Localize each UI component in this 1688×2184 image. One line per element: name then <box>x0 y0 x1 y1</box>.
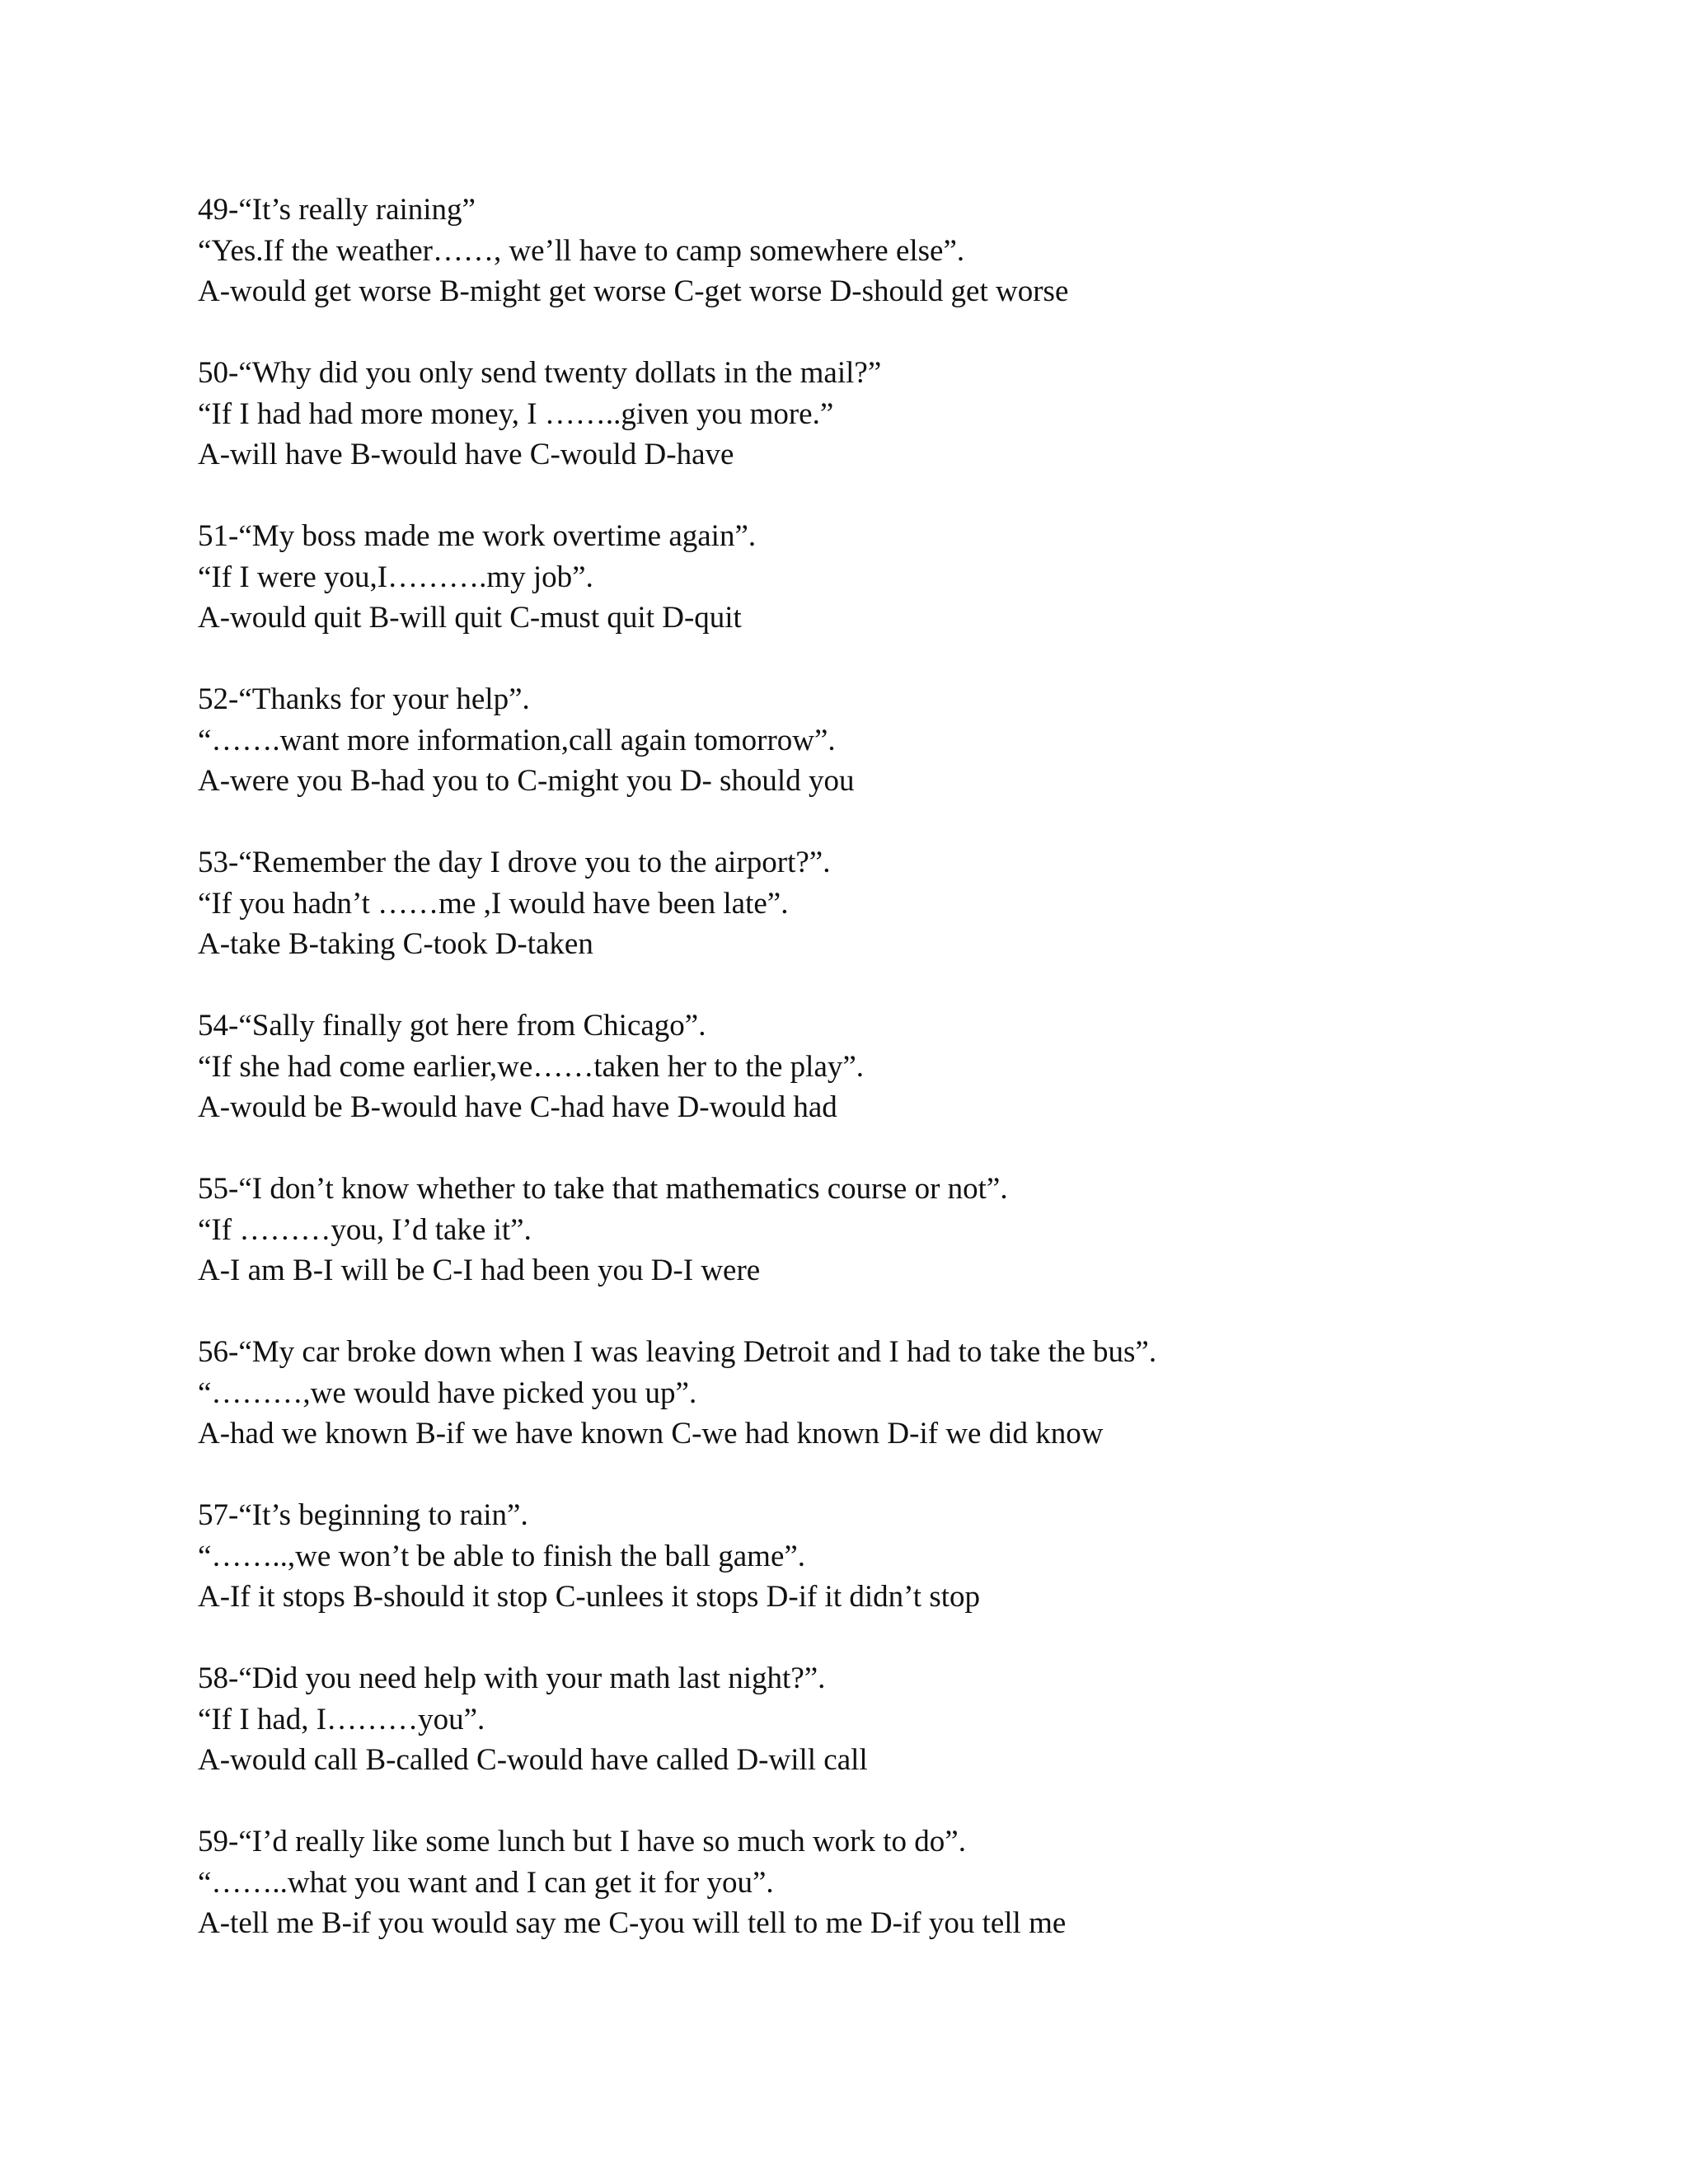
question-response: “………,we would have picked you up”. <box>198 1376 697 1410</box>
question-options: A-take B-taking C-took D-taken <box>198 927 593 961</box>
question-response: “……..,we won’t be able to finish the ball game”. <box>198 1539 806 1573</box>
question-response: “If she had come earlier,we……taken her to the play”. <box>198 1049 865 1084</box>
question-options: A-tell me B-if you would say me C-you will tell to me D-if you tell me <box>198 1906 1067 1940</box>
question-response: “……..what you want and I can get it for you”. <box>198 1865 774 1900</box>
question-55 <box>198 1169 1599 1291</box>
question-options: A-would be B-would have C-had have D-would had <box>198 1090 837 1124</box>
document-page <box>198 190 1599 1985</box>
question-response: “If you hadn’t ……me ,I would have been late”. <box>198 886 789 921</box>
question-options: A-I am B-I will be C-I had been you D-I were <box>198 1254 761 1287</box>
question-response: “If I were you,I……….my job”. <box>198 560 593 594</box>
question-response: “If I had, I………you”. <box>198 1702 485 1736</box>
question-49 <box>198 190 1599 312</box>
question-prompt: 55-“I don’t know whether to take that mathematics course or not”. <box>198 1172 1008 1206</box>
question-prompt: 51-“My boss made me work overtime again”. <box>198 519 757 553</box>
question-54 <box>198 1005 1599 1128</box>
question-prompt: 54-“Sally finally got here from Chicago”. <box>198 1009 706 1043</box>
question-prompt: 50-“Why did you only send twenty dollats in the mail?” <box>198 356 882 390</box>
question-56 <box>198 1332 1599 1455</box>
question-options: A-would get worse B-might get worse C-get worse D-should get worse <box>198 274 1069 308</box>
question-options: A-were you B-had you to C-might you D- should you <box>198 764 855 798</box>
question-52 <box>198 679 1599 802</box>
question-response: “If ………you, I’d take it”. <box>198 1212 532 1247</box>
question-prompt: 53-“Remember the day I drove you to the airport?”. <box>198 846 831 879</box>
question-prompt: 49-“It’s really raining” <box>198 193 476 227</box>
question-response: “…….want more information,call again tomorrow”. <box>198 723 836 757</box>
question-58 <box>198 1658 1599 1781</box>
question-prompt: 57-“It’s beginning to rain”. <box>198 1498 528 1532</box>
question-53 <box>198 842 1599 965</box>
question-57 <box>198 1495 1599 1618</box>
question-options: A-had we known B-if we have known C-we had known D-if we did know <box>198 1417 1104 1451</box>
question-prompt: 56-“My car broke down when I was leaving Detroit and I had to take the bus”. <box>198 1335 1157 1369</box>
question-prompt: 52-“Thanks for your help”. <box>198 682 530 716</box>
question-options: A-would quit B-will quit C-must quit D-quit <box>198 601 742 635</box>
question-options: A-If it stops B-should it stop C-unlees it stops D-if it didn’t stop <box>198 1580 980 1614</box>
question-response: “Yes.If the weather……, we’ll have to camp somewhere else”. <box>198 233 965 268</box>
question-59 <box>198 1821 1599 1944</box>
question-response: “If I had had more money, I ……..given you more.” <box>198 396 834 431</box>
question-options: A-would call B-called C-would have called D-will call <box>198 1743 868 1777</box>
question-50 <box>198 353 1599 476</box>
question-options: A-will have B-would have C-would D-have <box>198 438 734 471</box>
question-51 <box>198 516 1599 639</box>
question-prompt: 58-“Did you need help with your math last night?”. <box>198 1661 826 1695</box>
question-prompt: 59-“I’d really like some lunch but I have so much work to do”. <box>198 1825 966 1858</box>
